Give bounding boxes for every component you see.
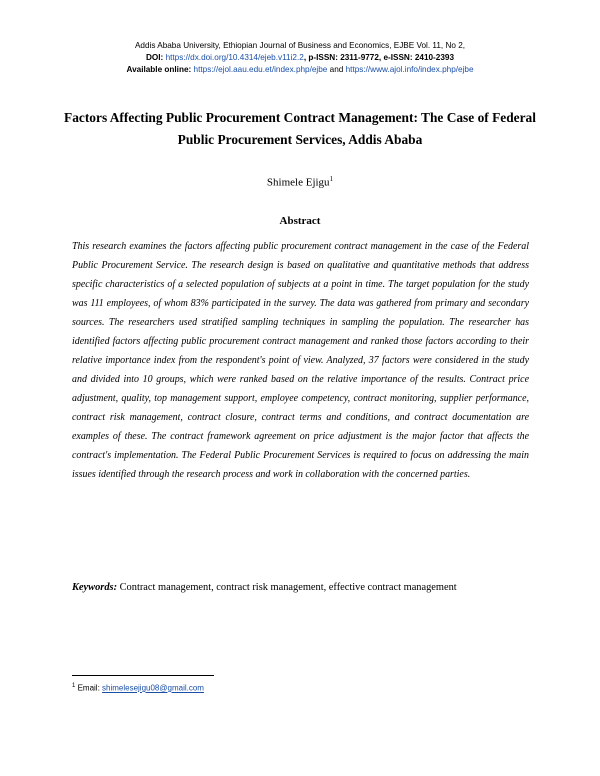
journal-citation: Addis Ababa University, Ethiopian Journal of Business and Economics, EJBE Vol. 11, No 2,	[134, 41, 466, 50]
doi-label: DOI:	[146, 53, 164, 62]
keywords-line	[72, 582, 542, 593]
author-line	[0, 175, 600, 189]
availability-line	[70, 64, 530, 76]
author-email-link[interactable]: shimelesejigu08@gmail.com	[102, 683, 204, 693]
issn-text: , p-ISSN: 2311-9772, e-ISSN: 2410-2393	[303, 53, 454, 62]
abstract-body: This research examines the factors affecting public procurement contract management in the case of the Federal Public Procurement Service. The research design is based on qualitative and quantitative methods that address specific characteristics of a selected population of subjects at a point in time. The target population for the study was 111 employees, of whom 83% participated in the survey. The data was gathered from primary and secondary sources. The researchers used stratified sampling techniques in sampling the population. The researcher has identified factors affecting public procurement contract management and ranked those factors according to their relative importance index from the respondent's point of view. Analyzed, 37 factors were considered in the study and divided into 10 groups, which were ranked based on the relative importance of the results. Contract price adjustment, quality, top management support, employee competency, contract monitoring, supplier performance, contract risk management, contract closure, contract terms and conditions, and contract documentation are examples of these. The contract framework agreement on price adjustment is the major factor that affects the contract's implementation. The Federal Public Procurement Services is required to focus on addressing the main issues identified through the research process and work in collaboration with the concerned parties.	[72, 241, 529, 480]
footnote	[72, 683, 204, 693]
abstract-heading: Abstract	[279, 215, 321, 227]
and-text: and	[329, 65, 344, 74]
available-online-label: Available online:	[126, 65, 192, 74]
ejol-link[interactable]: https://ejol.aau.edu.et/index.php/ejbe	[193, 65, 328, 74]
doi-link[interactable]: https://dx.doi.org/10.4314/ejeb.v11i2.2	[165, 53, 304, 62]
footnote-mark: 1	[72, 683, 76, 689]
journal-header	[70, 40, 530, 76]
author-footnote-mark: 1	[329, 175, 334, 183]
keywords-text: Contract management, contract risk management, effective contract management	[117, 582, 457, 593]
doi-line	[70, 52, 530, 64]
footnote-email-label: Email:	[75, 683, 103, 693]
footnote-divider	[72, 675, 214, 676]
keywords-label: Keywords:	[72, 582, 118, 593]
ajol-link[interactable]: https://www.ajol.info/index.php/ejbe	[345, 65, 474, 74]
paper-title: Factors Affecting Public Procurement Contract Management: The Case of Federal Public Procurement Services, Addis Ababa	[64, 110, 536, 147]
author-name: Shimele Ejigu	[266, 176, 330, 189]
